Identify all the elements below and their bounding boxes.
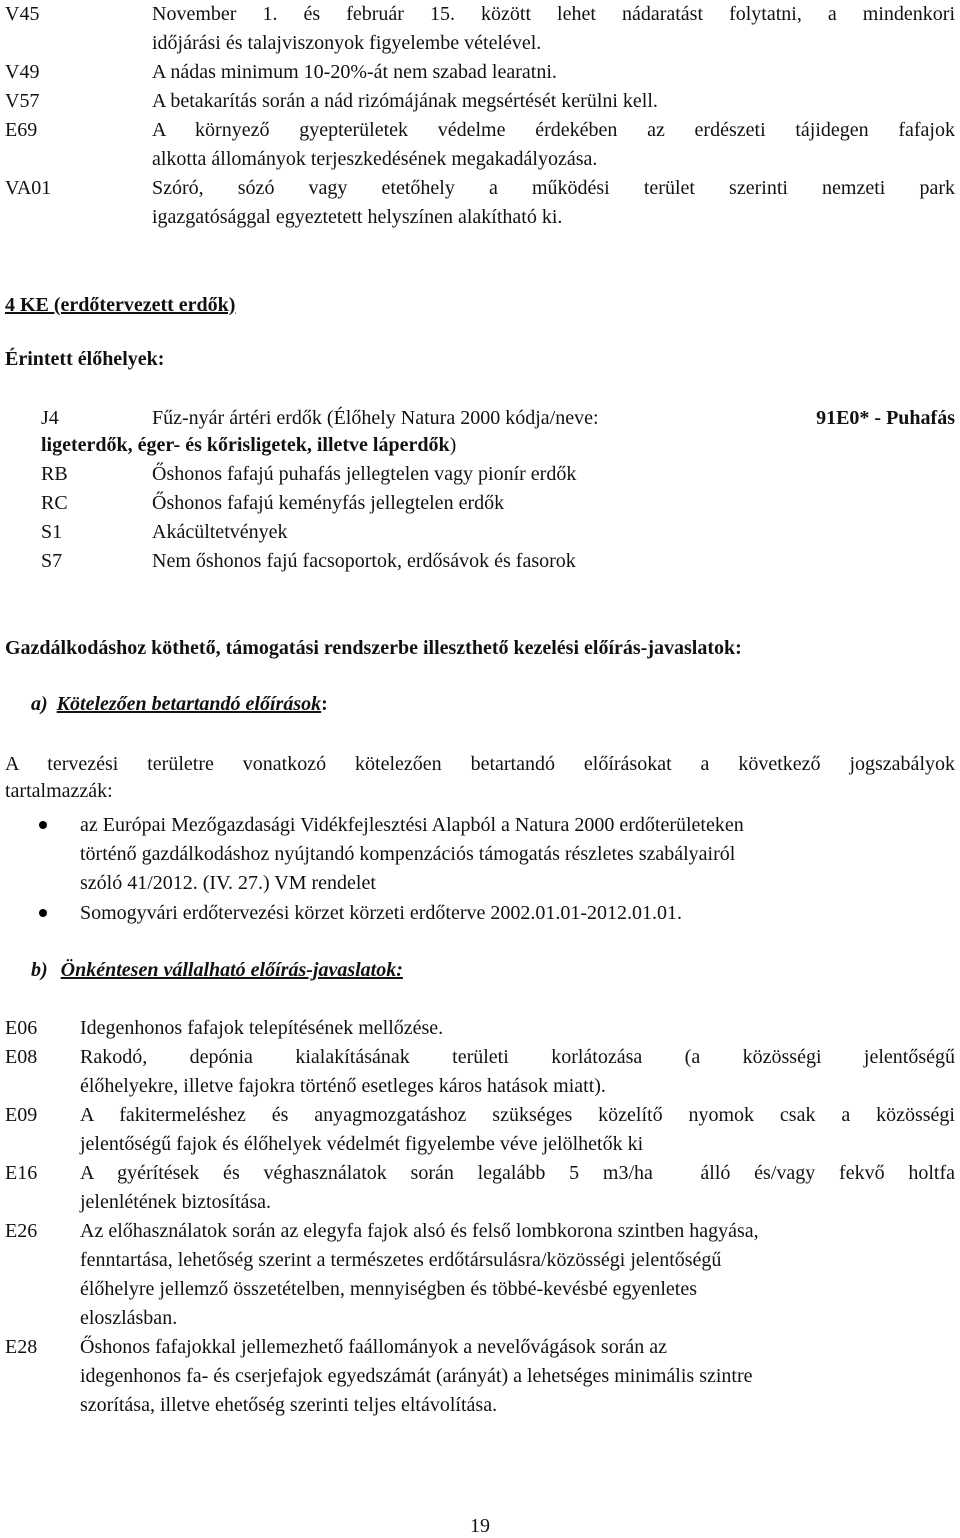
item-text: élőhelyre jellemző összetételben, mennyiségben és többé-kevésbé egyenletes (80, 1278, 697, 1300)
item-text: Az előhasználatok során az elegyfa fajok alsó és felső lombkorona szintben hagyása, (80, 1220, 759, 1242)
item-text: fenntartása, lehetőség szerint a természetes erdőtársulásra/közösségi jelentőségű (80, 1249, 722, 1271)
bullet-icon (39, 821, 47, 829)
bullet-text: Somogyvári erdőtervezési körzet körzeti erdőterve 2002.01.01-2012.01.01. (80, 902, 683, 924)
item-code: E08 (5, 1046, 38, 1068)
section-title: 4 KE (erdőtervezett erdők) (5, 294, 236, 316)
management-heading: Gazdálkodáshoz köthető, támogatási rendszerbe illeszthető kezelési előírás-javaslatok: (5, 637, 742, 659)
habitat-text: Fűz-nyár ártéri erdők (Élőhely Natura 2000 kódja/neve: (152, 407, 604, 429)
item-code: E16 (5, 1162, 38, 1184)
item-text: November 1. és február 15. között lehet nádaratást folytatni, a mindenkori (152, 3, 955, 25)
item-code: E09 (5, 1104, 38, 1126)
habitat-code: S1 (41, 521, 63, 543)
item-text: A betakarítás során a nád rizómájának megsértését kerülni kell. (152, 90, 658, 112)
habitat-text: Őshonos fafajú keményfás jellegtelen erdők (152, 492, 505, 514)
habitat-text: Akácültetvények (152, 521, 288, 543)
habitat-text-line (152, 406, 955, 430)
item-text: idegenhonos fa- és cserjefajok egyedszámát (arányát) a lehetséges minimális szintre (80, 1365, 753, 1387)
habitat-paren: ) (449, 434, 457, 456)
mandatory-suffix: : (321, 693, 328, 715)
habitat-code: S7 (41, 550, 63, 572)
habitat-text-line2 (41, 433, 456, 457)
habitat-natura-code: 91E0* - Puhafás (816, 407, 955, 429)
bullet-text: az Európai Mezőgazdasági Vidékfejlesztési Alapból a Natura 2000 erdőterületeken (80, 814, 744, 836)
item-text: Rakodó, depónia kialakításának területi korlátozása (a közösségi jelentőségű (80, 1046, 955, 1068)
item-text: Őshonos fafajokkal jellemezhető faállományok a nevelővágások során az (80, 1336, 668, 1358)
voluntary-prefix: b) (31, 959, 48, 981)
item-text: A fakitermeléshez és anyagmozgatáshoz szükséges közelítő nyomok csak a közösségi (80, 1104, 955, 1126)
item-text: időjárási és talajviszonyok figyelembe vételével. (152, 32, 542, 54)
habitat-text: Őshonos fafajú puhafás jellegtelen vagy pionír erdők (152, 463, 577, 485)
item-text: jelenlétének biztosítása. (80, 1191, 272, 1213)
item-code: E26 (5, 1220, 38, 1242)
item-text: szorítása, illetve ehetőség szerinti teljes eltávolítása. (80, 1394, 498, 1416)
mandatory-intro: tartalmazzák: (5, 780, 113, 802)
item-code: VA01 (5, 177, 52, 199)
item-text: jelentőségű fajok és élőhelyek védelmét figyelembe véve jelölhetők ki (80, 1133, 644, 1155)
item-text: igazgatósággal egyeztetett helyszínen alakítható ki. (152, 206, 563, 228)
item-code: V57 (5, 90, 40, 112)
habitat-code: RB (41, 463, 68, 485)
mandatory-title: Kötelezően betartandó előírások (56, 693, 322, 715)
page-number: 19 (470, 1515, 490, 1537)
habitat-natura-name: ligeterdők, éger- és kőrisligetek, illetve láperdők (41, 434, 450, 456)
bullet-text: történő gazdálkodáshoz nyújtandó kompenzációs támogatás részletes szabályairól (80, 843, 736, 865)
item-text: Idegenhonos fafajok telepítésének mellőzése. (80, 1017, 444, 1039)
mandatory-prefix: a) (31, 693, 48, 715)
item-text: A gyérítések és véghasználatok során legalább 5 m3/ha álló és/vagy fekvő holtfa (80, 1162, 955, 1184)
item-text: élőhelyekre, illetve fajokra történő esetleges káros hatások miatt). (80, 1075, 606, 1097)
habitat-text: Nem őshonos fajú facsoportok, erdősávok és fasorok (152, 550, 576, 572)
item-text: A környező gyepterületek védelme érdekében az erdészeti tájidegen fafajok (152, 119, 955, 141)
item-code: V49 (5, 61, 40, 83)
voluntary-title: Önkéntesen vállalható előírás-javaslatok: (60, 959, 403, 981)
habitat-code: J4 (41, 407, 59, 429)
item-code: E69 (5, 119, 38, 141)
item-text: Szóró, sózó vagy etetőhely a működési terület szerinti nemzeti park (152, 177, 955, 199)
habitat-code: RC (41, 492, 68, 514)
item-code: E28 (5, 1336, 38, 1358)
item-code: V45 (5, 3, 40, 25)
item-text: alkotta állományok terjeszkedésének megakadályozása. (152, 148, 598, 170)
item-text: A nádas minimum 10-20%-át nem szabad learatni. (152, 61, 557, 83)
mandatory-intro: A tervezési területre vonatkozó kötelezően betartandó előírásokat a következő jogszabályok (5, 753, 955, 775)
mandatory-heading (31, 692, 328, 716)
item-code: E06 (5, 1017, 38, 1039)
item-text: eloszlásban. (80, 1307, 178, 1329)
voluntary-heading (31, 958, 403, 982)
habitats-heading: Érintett élőhelyek: (5, 348, 165, 370)
bullet-text: szóló 41/2012. (IV. 27.) VM rendelet (80, 872, 376, 894)
bullet-icon (39, 909, 47, 917)
